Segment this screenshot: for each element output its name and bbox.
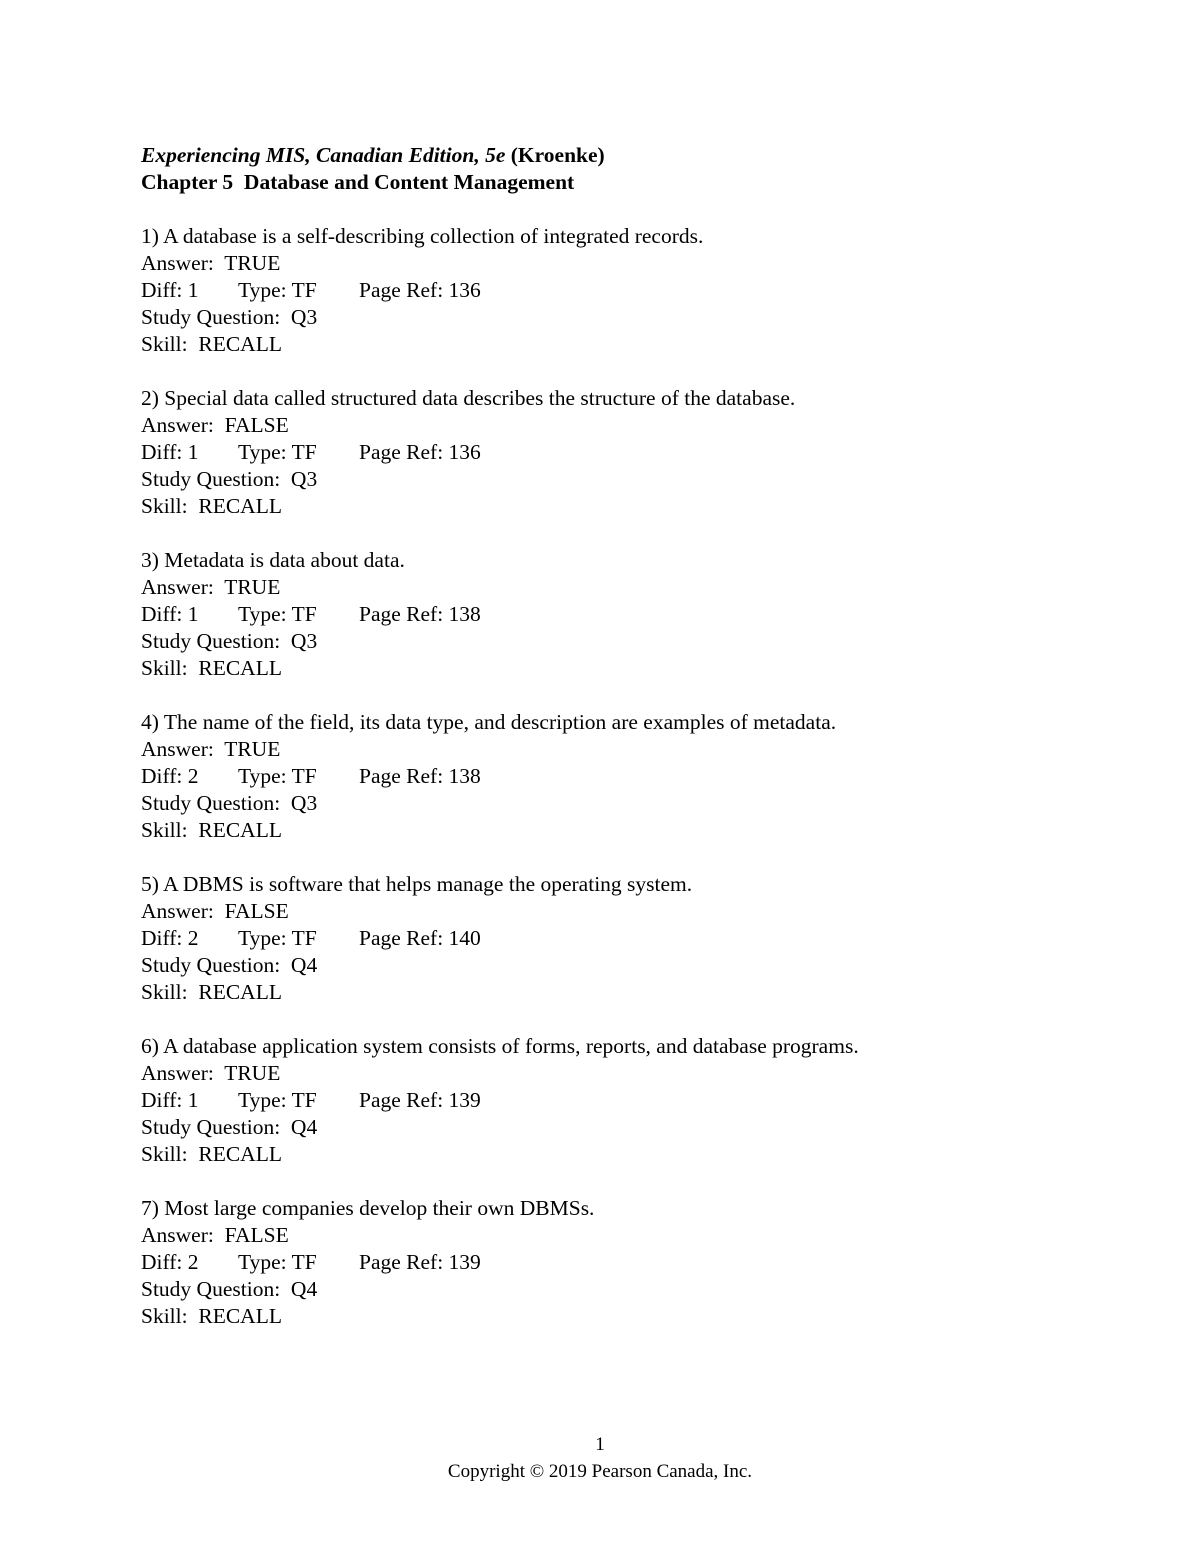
metadata-row [141,1087,1101,1114]
difficulty: Diff: 2 [141,926,199,950]
skill: Skill: RECALL [141,332,282,356]
metadata-row [141,601,1101,628]
study-question: Study Question: Q3 [141,467,318,491]
metadata-row [141,925,1101,952]
skill: Skill: RECALL [141,656,282,680]
chapter-heading: Chapter 5 Database and Content Management [141,170,575,194]
study-question: Study Question: Q3 [141,305,318,329]
page-number: 1 [595,1434,605,1455]
study-question: Study Question: Q4 [141,953,318,977]
metadata-row [141,1249,1101,1276]
question-type: Type: TF [238,440,317,464]
answer-line: Answer: FALSE [141,1223,289,1247]
page-reference: Page Ref: 139 [359,1250,481,1274]
answer-line: Answer: TRUE [141,251,281,275]
spacer [141,196,1101,223]
book-title: Experiencing MIS, Canadian Edition, 5e [141,143,506,167]
answer-line: Answer: TRUE [141,737,281,761]
study-question: Study Question: Q3 [141,629,318,653]
skill: Skill: RECALL [141,818,282,842]
question-text: 1) A database is a self-describing collection of integrated records. [141,224,704,248]
answer-line: Answer: TRUE [141,1061,281,1085]
question-type: Type: TF [238,926,317,950]
difficulty: Diff: 2 [141,1250,199,1274]
copyright-notice: Copyright © 2019 Pearson Canada, Inc. [447,1461,753,1482]
question-text: 7) Most large companies develop their own DBMSs. [141,1196,595,1220]
page-reference: Page Ref: 139 [359,1088,481,1112]
page-reference: Page Ref: 136 [359,440,481,464]
author: (Kroenke) [510,143,605,167]
page-reference: Page Ref: 138 [359,602,481,626]
skill: Skill: RECALL [141,1304,282,1328]
skill: Skill: RECALL [141,980,282,1004]
study-question: Study Question: Q4 [141,1115,318,1139]
study-question: Study Question: Q3 [141,791,318,815]
question-block [141,223,1101,358]
question-text: 2) Special data called structured data describes the structure of the database. [141,386,796,410]
document-title [141,142,1101,169]
answer-line: Answer: TRUE [141,575,281,599]
study-question: Study Question: Q4 [141,1277,318,1301]
question-type: Type: TF [238,1250,317,1274]
metadata-row [141,439,1101,466]
question-text: 5) A DBMS is software that helps manage the operating system. [141,872,693,896]
question-block [141,871,1101,1006]
difficulty: Diff: 1 [141,602,199,626]
answer-line: Answer: FALSE [141,899,289,923]
question-text: 6) A database application system consists of forms, reports, and database programs. [141,1034,859,1058]
question-block [141,1033,1101,1168]
metadata-row [141,277,1101,304]
answer-line: Answer: FALSE [141,413,289,437]
question-type: Type: TF [238,1088,317,1112]
question-type: Type: TF [238,278,317,302]
page-reference: Page Ref: 138 [359,764,481,788]
question-text: 3) Metadata is data about data. [141,548,405,572]
question-type: Type: TF [238,602,317,626]
question-block [141,709,1101,844]
skill: Skill: RECALL [141,1142,282,1166]
metadata-row [141,763,1101,790]
question-list [141,223,1101,1330]
difficulty: Diff: 1 [141,440,199,464]
question-block [141,385,1101,520]
page-reference: Page Ref: 140 [359,926,481,950]
page-content [141,142,1101,1357]
question-block [141,547,1101,682]
question-text: 4) The name of the field, its data type, and description are examples of metadata. [141,710,837,734]
difficulty: Diff: 2 [141,764,199,788]
question-block [141,1195,1101,1330]
page-reference: Page Ref: 136 [359,278,481,302]
question-type: Type: TF [238,764,317,788]
difficulty: Diff: 1 [141,1088,199,1112]
difficulty: Diff: 1 [141,278,199,302]
skill: Skill: RECALL [141,494,282,518]
